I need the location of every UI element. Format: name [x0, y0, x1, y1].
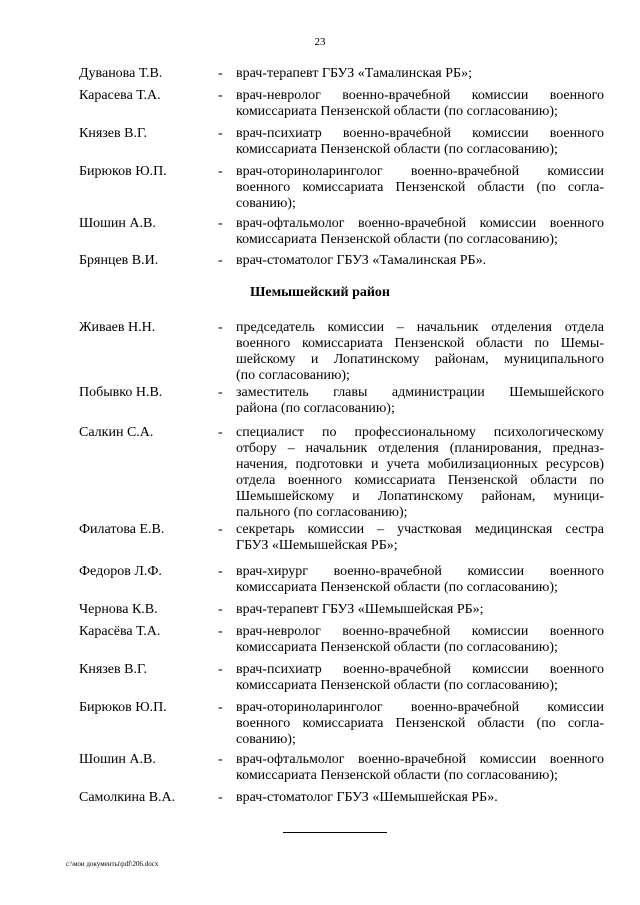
- section-heading: Шемышейский район: [250, 285, 390, 300]
- member-role: [236, 564, 604, 596]
- member-name: Филатова Е.В.: [79, 522, 165, 537]
- role-line: отдела военного комиссариата Пензенской области по: [236, 473, 604, 488]
- role-line: сованию);: [236, 732, 296, 747]
- dash-separator: -: [218, 126, 223, 141]
- member-role: [236, 320, 604, 384]
- role-line: врач-невролог военно-врачебной комиссии военного: [236, 88, 604, 103]
- footer-file-path: c:\мои документы\pdf\206.docx: [66, 860, 159, 868]
- role-line: врач-оториноларинголог военно-врачебной комиссии: [236, 164, 604, 179]
- member-name: Шошин А.В.: [79, 752, 156, 767]
- role-line: шейскому и Лопатинскому районам, муниципального: [236, 352, 604, 367]
- role-line: комиссариата Пензенской области (по согласованию);: [236, 580, 558, 595]
- dash-separator: -: [218, 425, 223, 440]
- role-line: врач-терапевт ГБУЗ «Шемышейская РБ»;: [236, 602, 484, 617]
- member-name: Федоров Л.Ф.: [79, 564, 162, 579]
- role-line: военного комиссариата Пензенской области (по согла-: [236, 716, 604, 731]
- role-line: комиссариата Пензенской области (по согласованию);: [236, 104, 558, 119]
- member-role: [236, 624, 604, 656]
- role-line: сованию);: [236, 196, 296, 211]
- role-line: врач-оториноларинголог военно-врачебной комиссии: [236, 700, 604, 715]
- member-role: [236, 164, 604, 212]
- member-role: [236, 602, 604, 618]
- end-line: [283, 832, 387, 833]
- member-name: Шошин А.В.: [79, 216, 156, 231]
- member-name: Самолкина В.А.: [79, 790, 176, 805]
- dash-separator: -: [218, 88, 223, 103]
- member-role: [236, 88, 604, 120]
- role-line: врач-психиатр военно-врачебной комиссии военного: [236, 126, 604, 141]
- dash-separator: -: [218, 602, 223, 617]
- member-role: [236, 425, 604, 521]
- dash-separator: -: [218, 66, 223, 81]
- role-line: комиссариата Пензенской области (по согласованию);: [236, 640, 558, 655]
- role-line: врач-терапевт ГБУЗ «Тамалинская РБ»;: [236, 66, 472, 81]
- dash-separator: -: [218, 752, 223, 767]
- member-role: [236, 790, 604, 806]
- dash-separator: -: [218, 522, 223, 537]
- member-name: Чернова К.В.: [79, 602, 158, 617]
- dash-separator: -: [218, 385, 223, 400]
- role-line: пального (по согласованию);: [236, 505, 408, 520]
- role-line: врач-хирург военно-врачебной комиссии военного: [236, 564, 604, 579]
- member-role: [236, 126, 604, 158]
- dash-separator: -: [218, 164, 223, 179]
- member-role: [236, 700, 604, 748]
- role-line: отбору – начальник отделения (планирования, предназ-: [236, 441, 604, 456]
- role-line: Шемышейскому и Лопатинскому районам, муници-: [236, 489, 604, 504]
- member-name: Карасева Т.А.: [79, 88, 161, 103]
- role-line: секретарь комиссии – участковая медицинская сестра: [236, 522, 604, 537]
- role-line: комиссариата Пензенской области (по согласованию);: [236, 232, 558, 247]
- member-role: [236, 752, 604, 784]
- role-line: начения, подготовки и учета мобилизационных ресурсов): [236, 457, 604, 472]
- role-line: врач-офтальмолог военно-врачебной комиссии военного: [236, 752, 604, 767]
- role-line: комиссариата Пензенской области (по согласованию);: [236, 142, 558, 157]
- page-number: 23: [314, 36, 326, 48]
- dash-separator: -: [218, 320, 223, 335]
- dash-separator: -: [218, 253, 223, 268]
- role-line: врач-невролог военно-врачебной комиссии военного: [236, 624, 604, 639]
- dash-separator: -: [218, 564, 223, 579]
- member-name: Бирюков Ю.П.: [79, 700, 167, 715]
- dash-separator: -: [218, 662, 223, 677]
- member-name: Живаев Н.Н.: [79, 320, 156, 335]
- member-name: Побывко Н.В.: [79, 385, 163, 400]
- role-line: военного комиссариата Пензенской области по Шемы-: [236, 336, 604, 351]
- member-name: Карасёва Т.А.: [79, 624, 161, 639]
- role-line: военного комиссариата Пензенской области (по согла-: [236, 180, 604, 195]
- member-role: [236, 385, 604, 417]
- member-name: Бирюков Ю.П.: [79, 164, 167, 179]
- role-line: врач-офтальмолог военно-врачебной комиссии военного: [236, 216, 604, 231]
- member-name: Салкин С.А.: [79, 425, 154, 440]
- member-role: [236, 216, 604, 248]
- role-line: ГБУЗ «Шемышейская РБ»;: [236, 538, 398, 553]
- member-name: Брянцев В.И.: [79, 253, 159, 268]
- role-line: комиссариата Пензенской области (по согласованию);: [236, 678, 558, 693]
- member-role: [236, 662, 604, 694]
- member-role: [236, 253, 604, 269]
- role-line: врач-психиатр военно-врачебной комиссии военного: [236, 662, 604, 677]
- dash-separator: -: [218, 624, 223, 639]
- member-name: Дуванова Т.В.: [79, 66, 163, 81]
- member-name: Князев В.Г.: [79, 662, 147, 677]
- dash-separator: -: [218, 700, 223, 715]
- dash-separator: -: [218, 790, 223, 805]
- member-role: [236, 522, 604, 554]
- role-line: комиссариата Пензенской области (по согласованию);: [236, 768, 558, 783]
- role-line: района (по согласованию);: [236, 401, 395, 416]
- role-line: председатель комиссии – начальник отделения отдела: [236, 320, 604, 335]
- role-line: заместитель главы администрации Шемышейского: [236, 385, 604, 400]
- role-line: врач-стоматолог ГБУЗ «Шемышейская РБ».: [236, 790, 498, 805]
- dash-separator: -: [218, 216, 223, 231]
- role-line: специалист по профессиональному психологическому: [236, 425, 604, 440]
- role-line: врач-стоматолог ГБУЗ «Тамалинская РБ».: [236, 253, 487, 268]
- member-role: [236, 66, 604, 82]
- member-name: Князев В.Г.: [79, 126, 147, 141]
- role-line: (по согласованию);: [236, 368, 350, 383]
